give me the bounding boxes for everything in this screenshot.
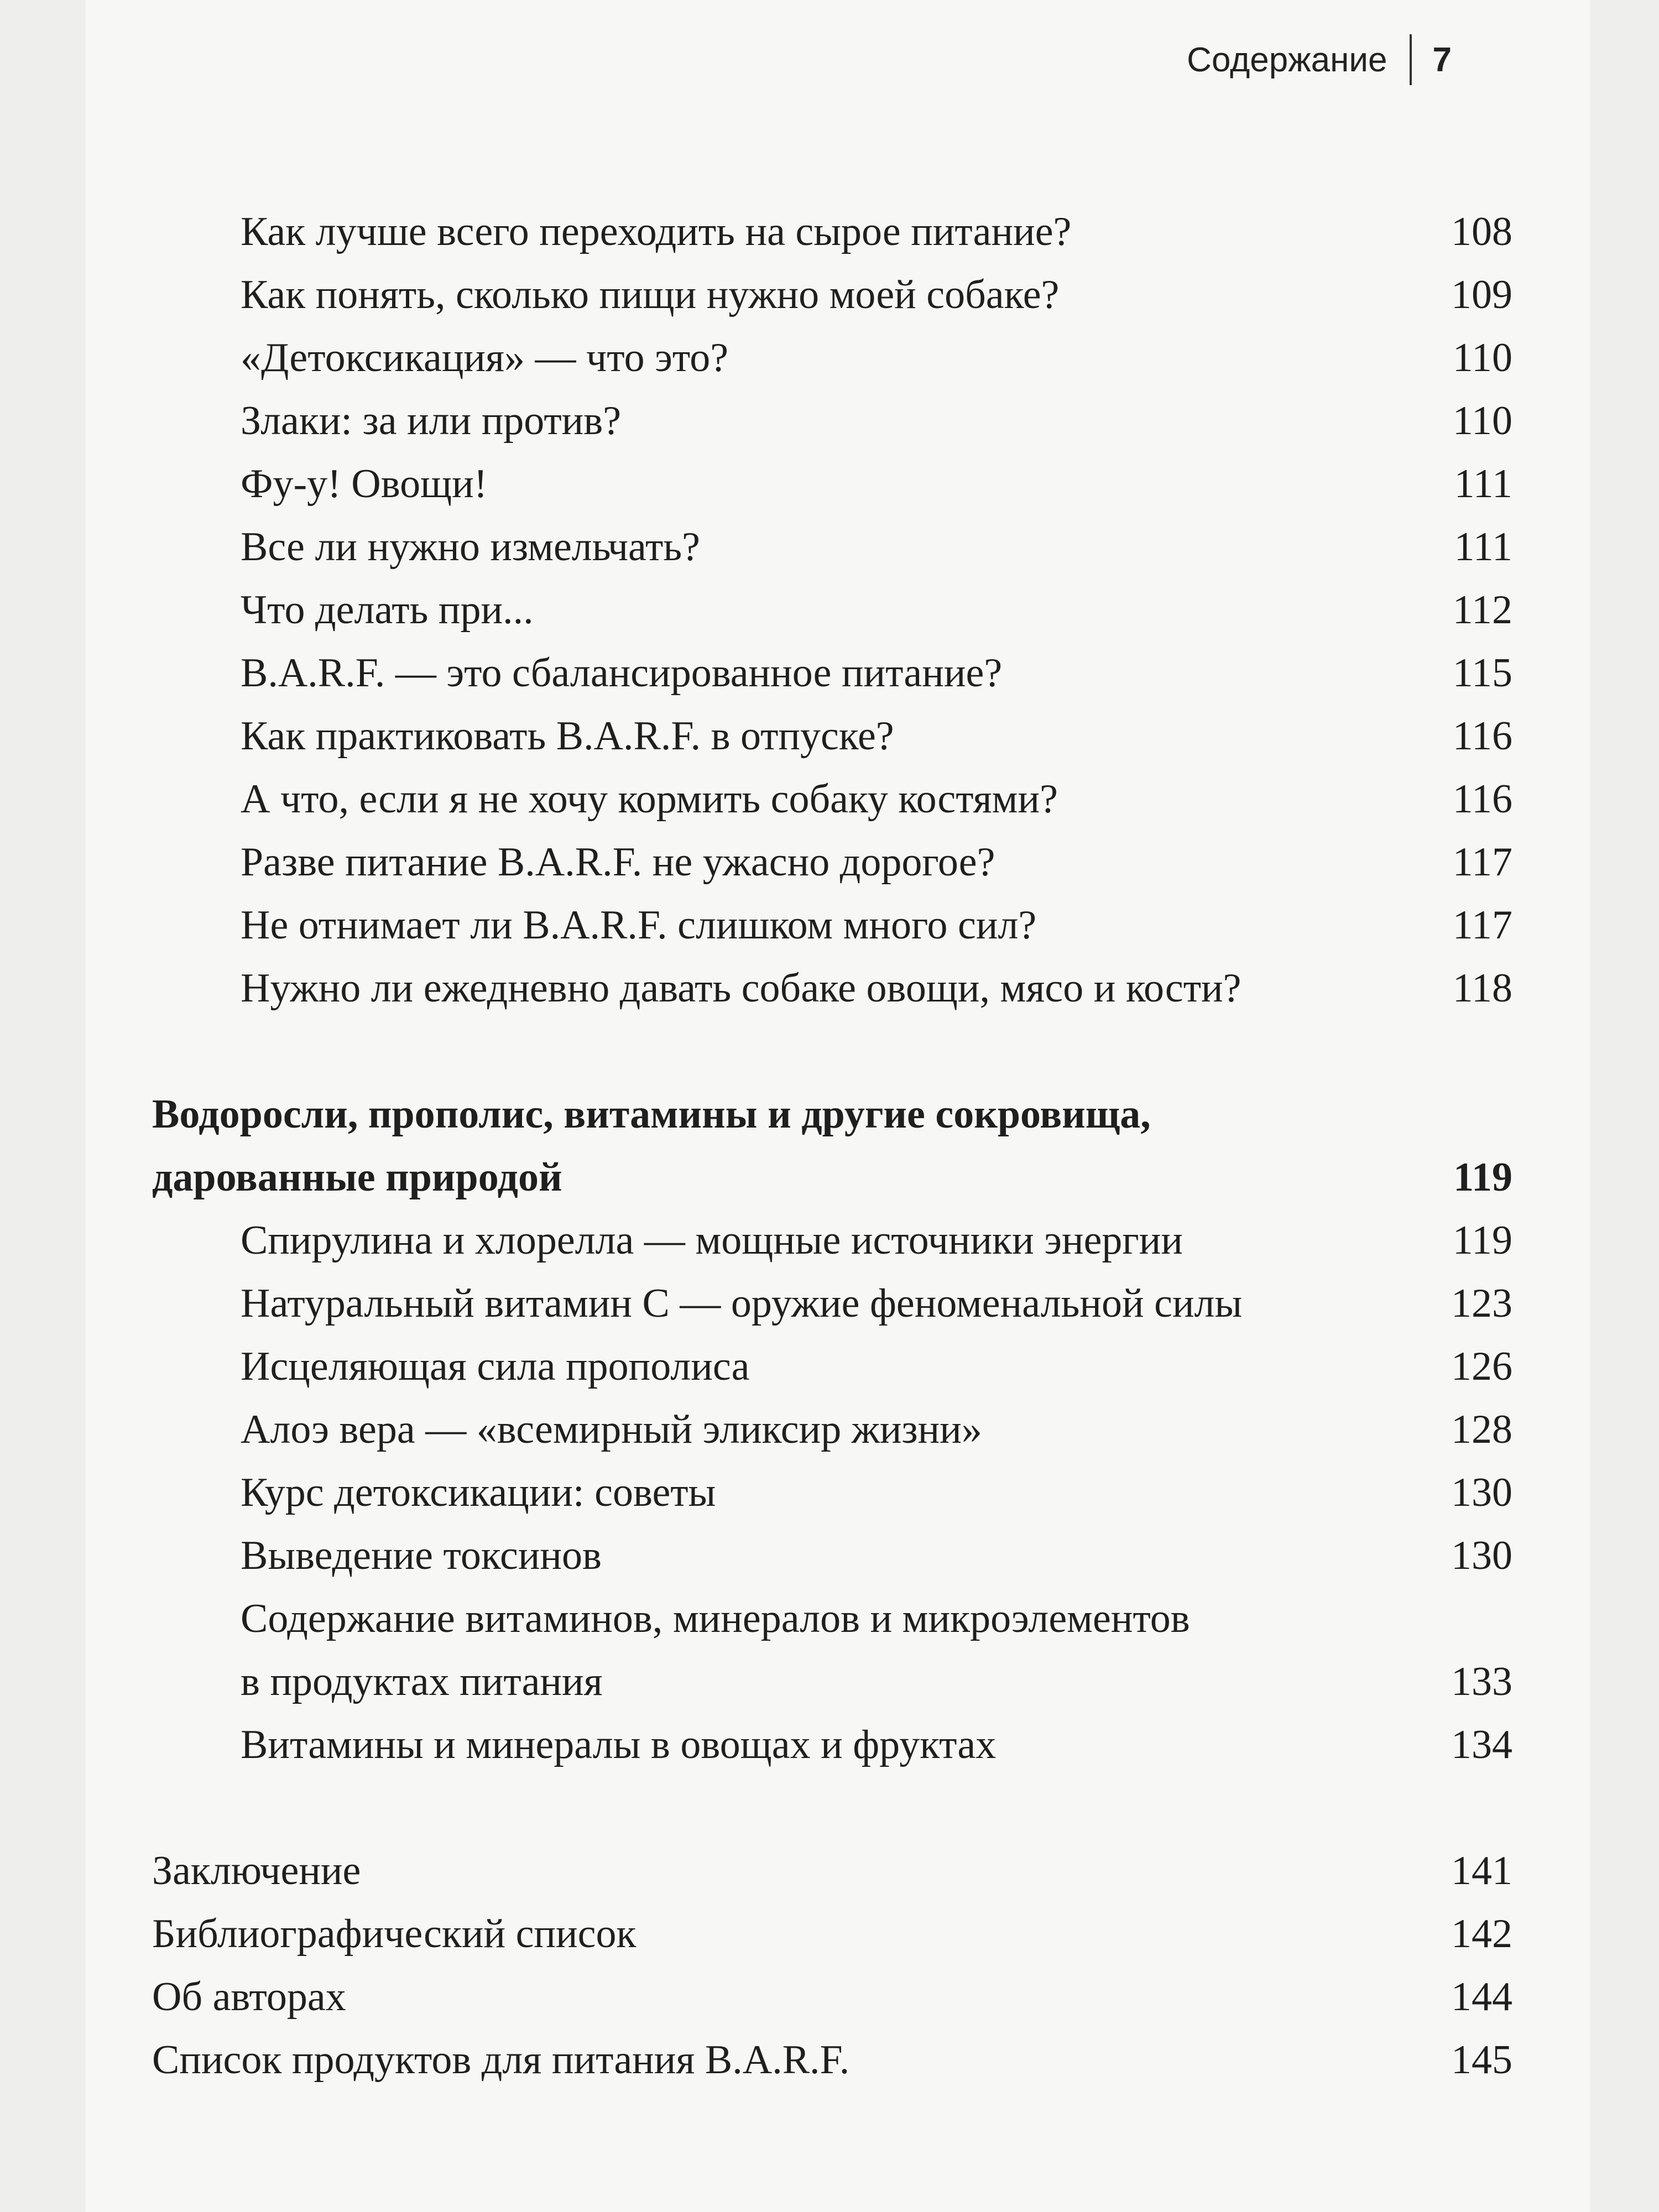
toc-entry-page: 119 <box>1452 1218 1512 1263</box>
toc-entry <box>86 894 1535 957</box>
toc-entry-page: 116 <box>1452 713 1512 759</box>
section-title: Содержание <box>1187 40 1387 79</box>
toc-entry <box>86 641 1535 705</box>
toc-entry <box>86 326 1535 389</box>
toc-entry-title: Курс детоксикации: советы <box>241 1470 716 1515</box>
toc-entry-page: 130 <box>1451 1470 1512 1515</box>
toc-entry <box>86 705 1535 768</box>
toc-entry <box>86 1524 1535 1587</box>
page-number: 7 <box>1432 40 1452 79</box>
toc-entry-page: 130 <box>1451 1533 1512 1578</box>
toc-entry-title: «Детоксикация» — что это? <box>241 335 729 380</box>
toc-entry-title: Натуральный витамин С — оружие феноменальной силы <box>241 1281 1243 1326</box>
toc-entry <box>86 1209 1535 1272</box>
toc-entry <box>86 831 1535 894</box>
toc-entry-page: 141 <box>1451 1848 1512 1893</box>
toc-entry-page: 108 <box>1451 209 1512 254</box>
toc-entry-title: дарованные природой <box>152 1155 562 1200</box>
toc-entry-title: Как практиковать B.A.R.F. в отпуске? <box>241 713 894 759</box>
toc-entry-page: 128 <box>1451 1407 1512 1452</box>
toc-entry <box>86 1587 1535 1650</box>
toc-entry <box>86 1650 1535 1713</box>
toc-entry <box>86 1839 1535 1902</box>
toc-entry-page: 126 <box>1451 1344 1512 1389</box>
toc-entry <box>86 1335 1535 1398</box>
toc-entry-page: 119 <box>1453 1155 1512 1200</box>
toc-entry-page: 111 <box>1454 461 1512 507</box>
toc-entry-title: Злаки: за или против? <box>241 398 622 444</box>
toc-entry-title: в продуктах питания <box>241 1659 603 1704</box>
toc-entry-title: Нужно ли ежедневно давать собаке овощи, мясо и кости? <box>241 966 1241 1011</box>
toc-entry-page: 118 <box>1452 966 1512 1011</box>
toc-section-heading <box>86 1146 1535 1209</box>
toc-entry-page: 142 <box>1451 1911 1512 1957</box>
toc-entry-page: 116 <box>1452 776 1512 822</box>
toc-entry-title: Все ли нужно измельчать? <box>241 524 700 570</box>
toc-entry-title: Как понять, сколько пищи нужно моей собаке? <box>241 272 1060 317</box>
toc-entry <box>86 578 1535 641</box>
toc-entry-title: Алоэ вера — «всемирный эликсир жизни» <box>241 1407 982 1452</box>
toc-entry-page: 117 <box>1452 839 1512 885</box>
toc-entry-title: Об авторах <box>152 1974 346 2020</box>
toc-entry-title: Витамины и минералы в овощах и фруктах <box>241 1722 997 1767</box>
toc-entry <box>86 389 1535 452</box>
toc-entry-title: Содержание витаминов, минералов и микроэлементов <box>241 1596 1190 1641</box>
toc-entry <box>86 1461 1535 1524</box>
toc-entry <box>86 2028 1535 2091</box>
toc-entry-page: 109 <box>1451 272 1512 317</box>
toc-entry-title: Не отнимает ли B.A.R.F. слишком много сил? <box>241 902 1037 948</box>
toc-entry-title: Как лучше всего переходить на сырое питание? <box>241 209 1072 254</box>
toc-entry-page: 145 <box>1451 2037 1512 2083</box>
toc-entry-page: 123 <box>1451 1281 1512 1326</box>
toc-entry-title: Водоросли, прополис, витамины и другие сокровища, <box>152 1092 1151 1137</box>
table-of-contents <box>86 0 1590 2212</box>
toc-entry-title: B.A.R.F. — это сбалансированное питание? <box>241 650 1003 696</box>
toc-entry-title: Разве питание B.A.R.F. не ужасно дорогое? <box>241 839 995 885</box>
toc-entry-title: Выведение токсинов <box>241 1533 602 1578</box>
book-page <box>86 0 1590 2212</box>
toc-entry-page: 110 <box>1452 398 1512 444</box>
toc-entry-page: 110 <box>1452 335 1512 380</box>
toc-entry-page: 112 <box>1452 587 1512 633</box>
toc-entry-title: Библиографический список <box>152 1911 637 1957</box>
toc-entry <box>86 957 1535 1020</box>
toc-entry-page: 134 <box>1451 1722 1512 1767</box>
toc-entry-page: 115 <box>1452 650 1512 696</box>
toc-entry <box>86 200 1535 263</box>
toc-entry-page: 117 <box>1452 902 1512 948</box>
toc-entry <box>86 1713 1535 1776</box>
toc-entry <box>86 1965 1535 2028</box>
toc-entry-title: Спирулина и хлорелла — мощные источники энергии <box>241 1218 1183 1263</box>
toc-entry <box>86 515 1535 578</box>
toc-section-heading <box>86 1083 1535 1146</box>
toc-entry-title: Список продуктов для питания B.A.R.F. <box>152 2037 850 2083</box>
toc-entry-page: 111 <box>1454 524 1512 570</box>
toc-entry-title: Исцеляющая сила прополиса <box>241 1344 750 1389</box>
toc-entry-page: 144 <box>1451 1974 1512 2020</box>
toc-entry <box>86 768 1535 831</box>
toc-entry <box>86 1398 1535 1461</box>
toc-entry <box>86 1902 1535 1965</box>
toc-entry-title: Фу-у! Овощи! <box>241 461 488 507</box>
toc-entry-title: А что, если я не хочу кормить собаку костями? <box>241 776 1058 822</box>
toc-entry <box>86 1272 1535 1335</box>
toc-entry <box>86 263 1535 326</box>
toc-entry <box>86 452 1535 515</box>
toc-entry-title: Заключение <box>152 1848 361 1893</box>
toc-entry-page: 133 <box>1451 1659 1512 1704</box>
toc-entry-title: Что делать при... <box>241 587 534 633</box>
